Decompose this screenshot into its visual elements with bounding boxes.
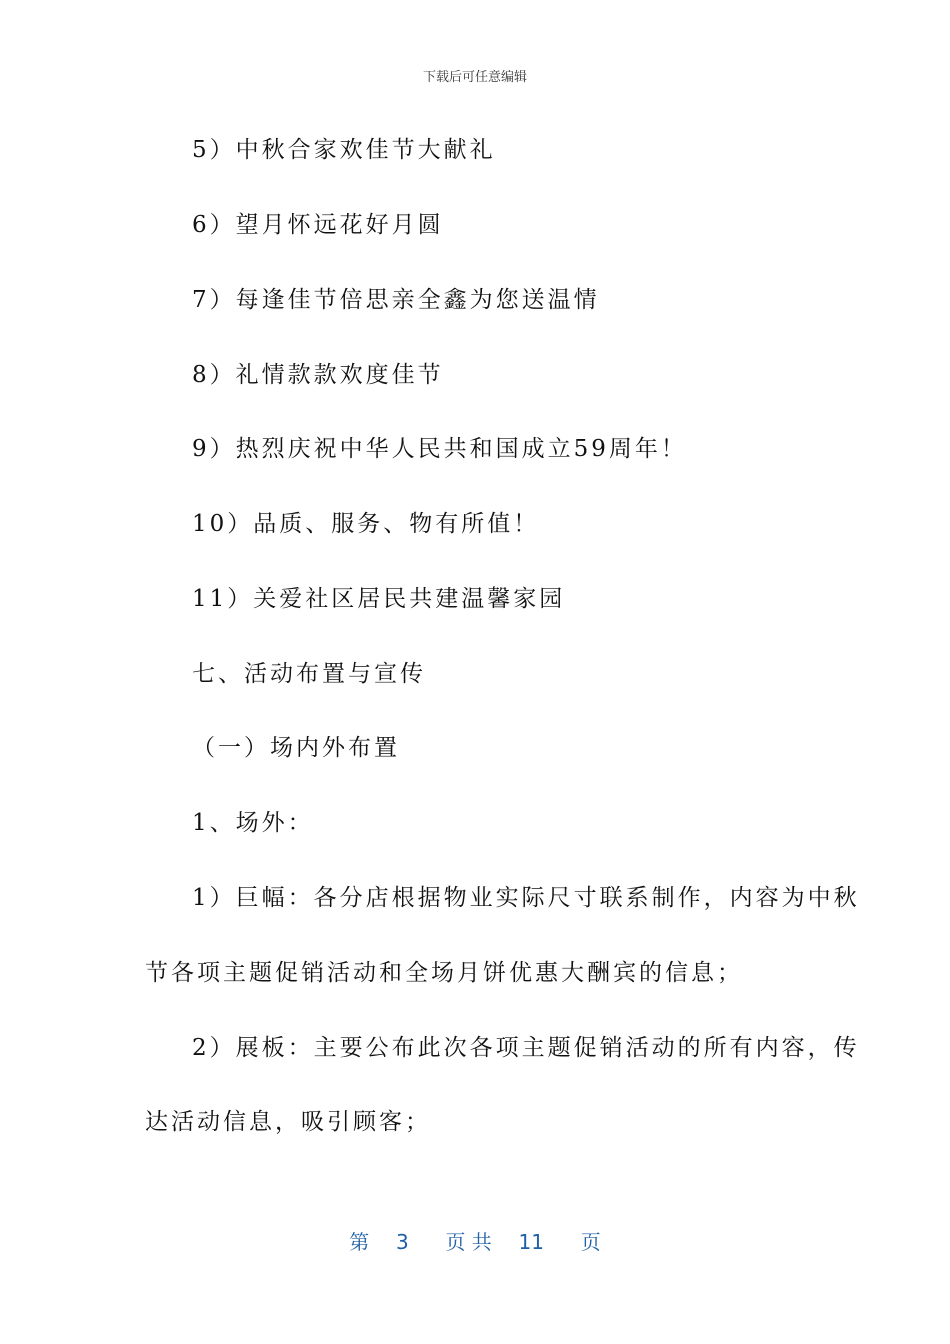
text-line: 8）礼情款款欢度佳节 xyxy=(192,362,444,388)
page-header: 下载后可任意编辑 xyxy=(422,70,527,85)
paragraph-line: 1）巨幅：各分店根据物业实际尺寸联系制作，内容为中秋 xyxy=(192,885,860,911)
text-line: 5）中秋合家欢佳节大献礼 xyxy=(192,137,496,163)
page-footer xyxy=(0,1226,950,1255)
total-pages: 11 xyxy=(518,1230,544,1254)
text-line: 10）品质、服务、物有所值！ xyxy=(192,511,540,537)
paragraph-line: 2）展板：主要公布此次各项主题促销活动的所有内容，传 xyxy=(192,1035,860,1061)
text-line: 6）望月怀远花好月圆 xyxy=(192,212,444,238)
paragraph-line: 节各项主题促销活动和全场月饼优惠大酬宾的信息； xyxy=(145,960,743,986)
text-line: 9）热烈庆祝中华人民共和国成立59周年！ xyxy=(192,436,687,462)
footer-label: 页 共 xyxy=(445,1230,492,1254)
text-line: 7）每逢佳节倍思亲全鑫为您送温情 xyxy=(192,287,600,313)
footer-label: 第 xyxy=(349,1230,370,1254)
footer-label: 页 xyxy=(580,1230,601,1254)
text-line: 11）关爱社区居民共建温馨家园 xyxy=(192,586,566,612)
text-line: 1、场外： xyxy=(192,810,314,836)
page-number: 3 xyxy=(396,1230,409,1254)
paragraph-line: 达活动信息，吸引顾客； xyxy=(145,1109,431,1135)
section-heading: 七、活动布置与宣传 xyxy=(192,661,426,687)
subsection-heading: （一）场内外布置 xyxy=(192,735,400,761)
